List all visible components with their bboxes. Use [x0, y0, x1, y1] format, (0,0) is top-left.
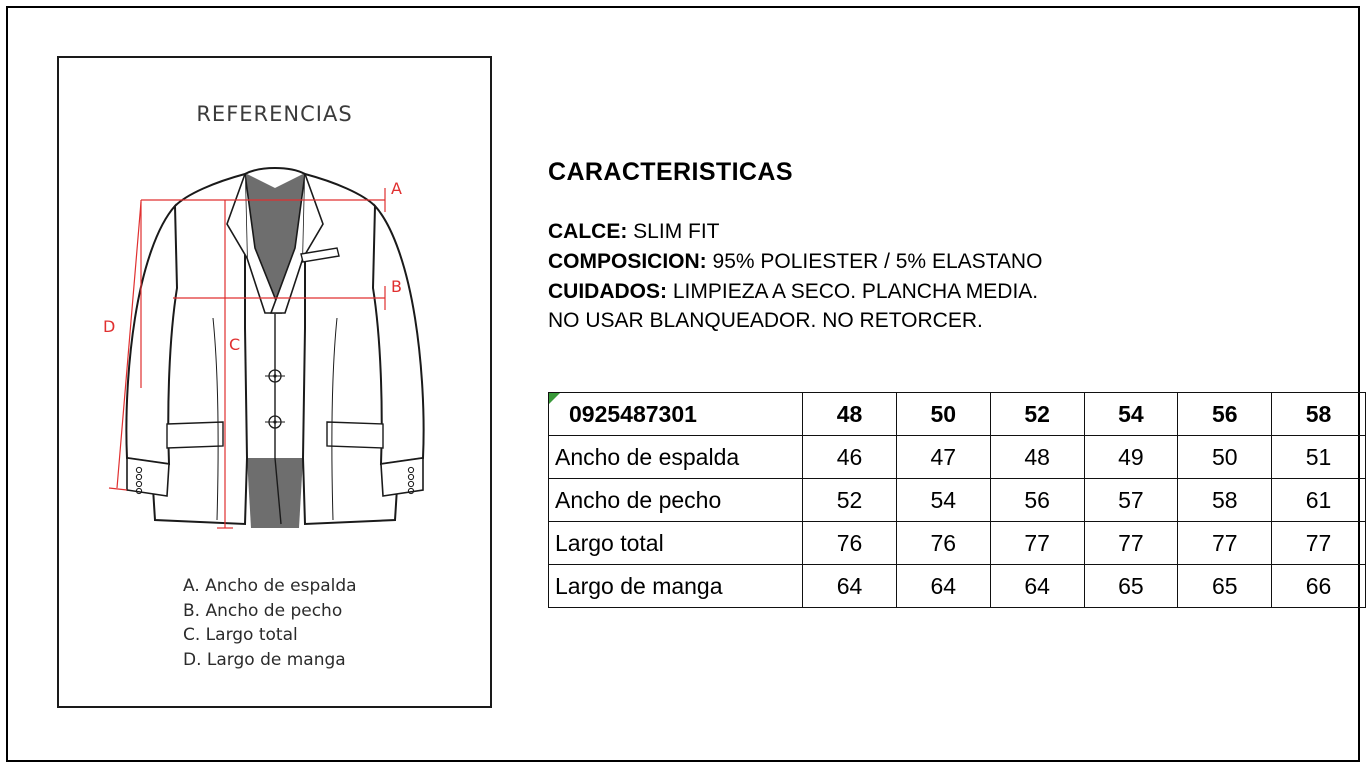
cell-2-1: 76 [896, 522, 990, 565]
cell-0-5: 51 [1272, 436, 1366, 479]
cell-2-4: 77 [1178, 522, 1272, 565]
marker-a-label: A [390, 179, 402, 198]
table-row [549, 565, 1366, 608]
feature-row-composicion [548, 247, 1318, 277]
cell-0-1: 47 [896, 436, 990, 479]
feature-label-composicion: COMPOSICION: [548, 249, 707, 273]
feature-value-calce: SLIM FIT [633, 220, 720, 243]
product-code: 0925487301 [569, 400, 697, 427]
table-row [549, 479, 1366, 522]
cell-2-2: 77 [990, 522, 1084, 565]
cell-3-2: 64 [990, 565, 1084, 608]
green-corner-marker-icon [549, 393, 560, 404]
cell-3-4: 65 [1178, 565, 1272, 608]
cell-0-3: 49 [1084, 436, 1178, 479]
cell-1-0: 52 [803, 479, 897, 522]
reference-panel [57, 56, 492, 708]
size-table-wrapper [548, 392, 1366, 608]
legend-item-b: B. Ancho de pecho [183, 600, 343, 621]
feature-value-composicion: 95% POLIESTER / 5% ELASTANO [712, 249, 1043, 273]
legend-item-d: D. Largo de manga [183, 649, 346, 670]
cell-1-1: 54 [896, 479, 990, 522]
cell-3-1: 64 [896, 565, 990, 608]
cell-1-5: 61 [1272, 479, 1366, 522]
reference-title: REFERENCIAS [196, 102, 353, 126]
feature-row-cuidados [548, 277, 1318, 307]
size-header-3: 54 [1084, 393, 1178, 436]
marker-d-label: D [102, 317, 115, 336]
feature-row-calce [548, 217, 1318, 247]
legend-item-c: C. Largo total [183, 625, 298, 646]
measure-name-3: Largo de manga [549, 565, 803, 608]
cell-3-5: 66 [1272, 565, 1366, 608]
size-header-2: 52 [990, 393, 1084, 436]
cell-2-0: 76 [803, 522, 897, 565]
marker-c-label: C [228, 335, 240, 354]
size-header-4: 56 [1178, 393, 1272, 436]
product-code-cell [549, 393, 803, 436]
size-table [548, 392, 1366, 608]
table-row [549, 522, 1366, 565]
feature-value-cuidados: LIMPIEZA A SECO. PLANCHA MEDIA. [672, 279, 1039, 303]
legend-item-a: A. Ancho de espalda [183, 576, 357, 596]
measure-name-1: Ancho de pecho [549, 479, 803, 522]
cell-2-5: 77 [1272, 522, 1366, 565]
measure-name-0: Ancho de espalda [549, 436, 803, 479]
table-header-row [549, 393, 1366, 436]
cell-3-3: 65 [1084, 565, 1178, 608]
size-header-5: 58 [1272, 393, 1366, 436]
marker-b-label: B [390, 277, 402, 296]
cell-0-0: 46 [803, 436, 897, 479]
characteristics-block [548, 158, 1318, 336]
legend-list [183, 574, 357, 673]
jacket-diagram [95, 128, 455, 573]
cell-1-2: 56 [990, 479, 1084, 522]
measure-name-2: Largo total [549, 522, 803, 565]
characteristics-heading: CARACTERISTICAS [548, 158, 793, 186]
table-row [549, 436, 1366, 479]
feature-row-cuidados-cont [548, 306, 1318, 336]
feature-label-calce: CALCE: [548, 220, 628, 243]
cell-1-3: 57 [1084, 479, 1178, 522]
cell-2-3: 77 [1084, 522, 1178, 565]
cell-3-0: 64 [803, 565, 897, 608]
cell-0-2: 48 [990, 436, 1084, 479]
feature-value-cuidados-cont: NO USAR BLANQUEADOR. NO RETORCER. [548, 309, 983, 333]
size-header-1: 50 [896, 393, 990, 436]
feature-label-cuidados: CUIDADOS: [548, 279, 667, 303]
size-header-0: 48 [803, 393, 897, 436]
cell-0-4: 50 [1178, 436, 1272, 479]
cell-1-4: 58 [1178, 479, 1272, 522]
